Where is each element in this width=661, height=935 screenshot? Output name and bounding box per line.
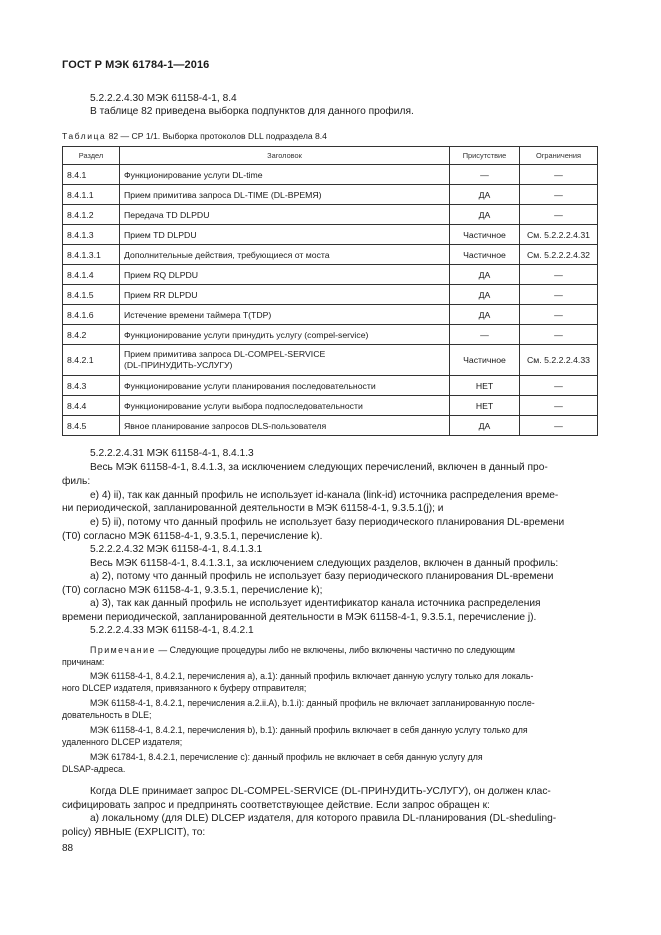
cell-title: [120, 345, 450, 376]
cell-section: 8.4.5: [63, 416, 120, 436]
cell-presence: НЕТ: [450, 396, 520, 416]
paragraph-line: е) 4) ii), так как данный профиль не использует id-канала (link-id) источника распределения време-: [90, 490, 559, 501]
column-header-limits: Ограничения: [520, 147, 598, 165]
cell-title: Истечение времени таймера T(TDP): [120, 305, 450, 325]
paragraph-line: Весь МЭК 61158-4-1, 8.4.1.3.1, за исключением следующих разделов, включен в данный профиль:: [90, 558, 559, 569]
note-line: причинам:: [62, 657, 105, 667]
cell-title: Функционирование услуги выбора подпоследовательности: [120, 396, 450, 416]
cell-presence: Частичное: [450, 225, 520, 245]
cell-title: Прием TD DLPDU: [120, 225, 450, 245]
cell-presence: Частичное: [450, 345, 520, 376]
note-first-line: [90, 644, 515, 656]
clause-heading: 5.2.2.2.4.33 МЭК 61158-4-1, 8.4.2.1: [90, 625, 254, 636]
cell-presence: —: [450, 325, 520, 345]
paragraph-line: филь:: [62, 476, 91, 487]
cell-title: Прием примитива запроса DL-TIME (DL-ВРЕМЯ): [120, 185, 450, 205]
table-row: [63, 285, 598, 305]
note-text: — Следующие процедуры либо не включены, либо включены частично по следующим: [155, 645, 515, 655]
table-row: [63, 245, 598, 265]
note-line: МЭК 61784-1, 8.4.2.1, перечисление c): данный профиль не включает в себя данную услугу для: [90, 752, 483, 762]
cell-limits: —: [520, 416, 598, 436]
cell-section: 8.4.2: [63, 325, 120, 345]
paragraph-line: сифицировать запрос и предпринять соответствующее действие. Если запрос обращен к:: [62, 800, 490, 811]
cell-limits: —: [520, 376, 598, 396]
cell-presence: —: [450, 165, 520, 185]
clause-heading: 5.2.2.2.4.31 МЭК 61158-4-1, 8.4.1.3: [90, 448, 254, 459]
table-row: [63, 265, 598, 285]
table-row: [63, 396, 598, 416]
table-row: [63, 165, 598, 185]
cell-title: Прием RR DLPDU: [120, 285, 450, 305]
table-row: [63, 205, 598, 225]
paragraph-line: ни периодической, запланированной деятельности в МЭК 61158-4-1, 9.3.5.1(j); и: [62, 503, 444, 514]
note-line: МЭК 61158-4-1, 8.4.2.1, перечисления a), a.1): данный профиль включает данную услугу только для локаль-: [90, 671, 534, 681]
table-row: [63, 345, 598, 376]
page-number: 88: [62, 843, 74, 854]
note-label: Примечание: [90, 645, 156, 655]
cell-presence: ДА: [450, 205, 520, 225]
paragraph-line: а) 3), так как данный профиль не использует идентификатор канала источника распределения: [90, 598, 541, 609]
paragraph-line: (Т0) согласно МЭК 61158-4-1, 9.3.5.1, перечисление k).: [62, 531, 323, 542]
cell-section: 8.4.3: [63, 376, 120, 396]
cell-limits: —: [520, 205, 598, 225]
cell-presence: ДА: [450, 305, 520, 325]
cell-limits: —: [520, 265, 598, 285]
cell-limits: —: [520, 325, 598, 345]
table-row: [63, 325, 598, 345]
cell-section: 8.4.4: [63, 396, 120, 416]
cell-presence: ДА: [450, 416, 520, 436]
cell-section: 8.4.1.4: [63, 265, 120, 285]
table-row: [63, 376, 598, 396]
table-caption: [62, 131, 327, 141]
cell-title: Прием RQ DLPDU: [120, 265, 450, 285]
note-line: удаленного DLCEP издателя;: [62, 737, 183, 747]
clause-heading: 5.2.2.2.4.32 МЭК 61158-4-1, 8.4.1.3.1: [90, 544, 263, 555]
paragraph-line: е) 5) ii), потому что данный профиль не использует базу периодического планирования DL-времени: [90, 517, 565, 528]
cell-title: Дополнительные действия, требующиеся от моста: [120, 245, 450, 265]
intro-text: В таблице 82 приведена выборка подпунктов для данного профиля.: [90, 106, 414, 117]
cell-title: Явное планирование запросов DLS-пользователя: [120, 416, 450, 436]
paragraph-line: policy) ЯВНЫЕ (EXPLICIT), то:: [62, 827, 206, 838]
table-caption-text: 82 — СР 1/1. Выборка протоколов DLL подраздела 8.4: [106, 131, 327, 141]
cell-limits: —: [520, 165, 598, 185]
cell-limits: —: [520, 185, 598, 205]
cell-section: 8.4.1.5: [63, 285, 120, 305]
note-line: ного DLCEP издателя, привязанного к буферу отправителя;: [62, 683, 307, 693]
profile-table: [62, 146, 598, 436]
table-row: [63, 416, 598, 436]
cell-title: Передача TD DLPDU: [120, 205, 450, 225]
cell-limits: См. 5.2.2.2.4.33: [520, 345, 598, 376]
paragraph-line: а) 2), потому что данный профиль не использует базу периодического планирования DL-времени: [90, 571, 554, 582]
cell-presence: Частичное: [450, 245, 520, 265]
cell-presence: ДА: [450, 285, 520, 305]
table-header-row: [63, 147, 598, 165]
cell-limits: См. 5.2.2.2.4.32: [520, 245, 598, 265]
cell-presence: ДА: [450, 185, 520, 205]
column-header-presence: Присутствие: [450, 147, 520, 165]
cell-section: 8.4.2.1: [63, 345, 120, 376]
paragraph-line: Весь МЭК 61158-4-1, 8.4.1.3, за исключением следующих перечислений, включен в данный про-: [90, 462, 548, 473]
table-row: [63, 185, 598, 205]
column-header-section: Раздел: [63, 147, 120, 165]
cell-title-line: Прием примитива запроса DL-COMPEL-SERVICE: [124, 349, 326, 359]
document-header: ГОСТ Р МЭК 61784-1—2016: [62, 59, 210, 71]
paragraph-line: (Т0) согласно МЭК 61158-4-1, 9.3.5.1, перечисление k);: [62, 585, 323, 596]
table-row: [63, 305, 598, 325]
cell-presence: ДА: [450, 265, 520, 285]
cell-title: Функционирование услуги планирования последовательности: [120, 376, 450, 396]
intro-clause: 5.2.2.2.4.30 МЭК 61158-4-1, 8.4: [90, 93, 237, 104]
note-line: довательность в DLE;: [62, 710, 152, 720]
cell-limits: См. 5.2.2.2.4.31: [520, 225, 598, 245]
cell-section: 8.4.1: [63, 165, 120, 185]
cell-section: 8.4.1.6: [63, 305, 120, 325]
cell-section: 8.4.1.1: [63, 185, 120, 205]
cell-title: Функционирование услуги принудить услугу (compel-service): [120, 325, 450, 345]
paragraph-line: а) локальному (для DLE) DLCEP издателя, для которого правила DL-планирования (DL-sheduling-: [90, 813, 557, 824]
note-line: DLSAP-адреса.: [62, 764, 126, 774]
cell-section: 8.4.1.2: [63, 205, 120, 225]
note-line: МЭК 61158-4-1, 8.4.2.1, перечисления a.2.ii.A), b.1.i): данный профиль не включает запланированную после-: [90, 698, 535, 708]
paragraph-line: Когда DLE принимает запрос DL-COMPEL-SERVICE (DL-ПРИНУДИТЬ-УСЛУГУ), он должен клас-: [90, 786, 551, 797]
table-caption-label: Таблица: [62, 131, 107, 141]
table-row: [63, 225, 598, 245]
column-header-title: Заголовок: [120, 147, 450, 165]
cell-section: 8.4.1.3.1: [63, 245, 120, 265]
paragraph-line: времени периодической, запланированной деятельности в МЭК 61158-4-1, 9.3.5.1, перечисление j).: [62, 612, 537, 623]
cell-presence: НЕТ: [450, 376, 520, 396]
cell-limits: —: [520, 305, 598, 325]
cell-title-line: (DL-ПРИНУДИТЬ-УСЛУГУ): [124, 360, 233, 370]
cell-limits: —: [520, 396, 598, 416]
cell-title: Функционирование услуги DL-time: [120, 165, 450, 185]
cell-section: 8.4.1.3: [63, 225, 120, 245]
cell-limits: —: [520, 285, 598, 305]
note-line: МЭК 61158-4-1, 8.4.2.1, перечисления b), b.1): данный профиль включает в себя данную услугу только для: [90, 725, 528, 735]
